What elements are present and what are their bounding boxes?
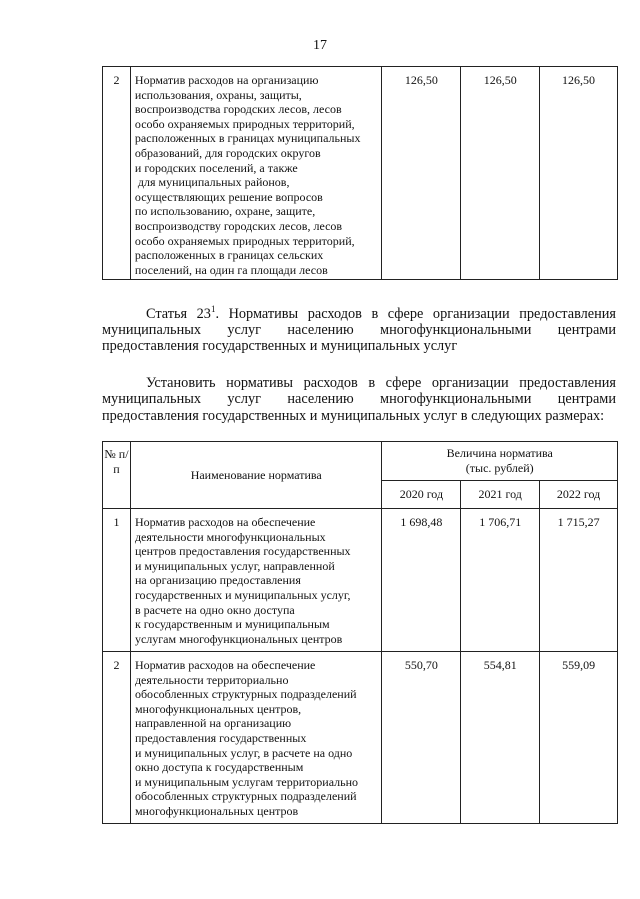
name-line: услугам многофункциональных центров (134, 631, 343, 646)
name-line: расположенных в границах муниципальных (134, 131, 361, 146)
name-line: деятельности территориально (134, 672, 289, 687)
norm-name (130, 67, 382, 280)
norm-name (130, 652, 382, 824)
name-line: воспроизводства городских лесов, лесов (134, 102, 342, 117)
table-row (103, 652, 618, 824)
value-2021: 554,81 (461, 652, 540, 824)
value-2022: 559,09 (540, 652, 618, 824)
header-year-2020: 2020 год (382, 481, 461, 509)
name-line: деятельности многофункциональных (134, 529, 326, 544)
header-number: № п/п (103, 442, 131, 509)
row-number: 2 (103, 652, 131, 824)
row-number: 1 (103, 509, 131, 652)
table-row (103, 67, 618, 280)
table-row (103, 509, 618, 652)
value-2020: 126,50 (382, 67, 461, 280)
name-line: Норматив расходов на обеспечение (134, 515, 316, 529)
name-line: предоставления государственных (134, 730, 307, 745)
name-line: использования, охраны, защиты, (134, 87, 302, 102)
name-line: направленной на организацию (134, 716, 292, 731)
name-line: и муниципальных услуг, направленной (134, 558, 335, 573)
name-line: обособленных структурных подразделений (134, 789, 357, 804)
name-line: и городских поселений, а также (134, 160, 298, 175)
article-prefix: Статья 23 (146, 305, 211, 322)
article-title: . Нормативы расходов в сфере организации предоставления муниципальных услуг населению многофункциональными центрами предоставления государственных и муниципальных услуг (102, 305, 617, 355)
row-number: 2 (103, 67, 131, 280)
name-line: государственных и муниципальных услуг, (134, 587, 351, 602)
name-line: Норматив расходов на обеспечение (134, 658, 316, 672)
value-2020: 1 698,48 (382, 509, 461, 652)
header-row (103, 442, 618, 481)
name-line: Норматив расходов на организацию (134, 73, 319, 87)
intro-text: Установить нормативы расходов в сфере организации предоставления муниципальных услуг населению многофункциональными центрами предоставления государственных и муниципальных услуг в следующих размерах: (102, 375, 616, 424)
name-line: для муниципальных районов, (137, 175, 290, 190)
norms-table (102, 441, 618, 824)
norms-table-continued (102, 66, 618, 280)
name-line: поселений, на один га площади лесов (134, 262, 328, 277)
header-year-2022: 2022 год (540, 481, 618, 509)
name-line: образований, для городских округов (134, 145, 321, 160)
header-name: Наименование норматива (130, 442, 382, 509)
name-line: осуществляющих решение вопросов (134, 189, 323, 204)
value-2022: 1 715,27 (540, 509, 618, 652)
intro-paragraph (102, 375, 616, 424)
name-line: в расчете на одно окно доступа (134, 602, 295, 617)
name-line: многофункциональных центров (134, 803, 299, 818)
header-year-2021: 2021 год (461, 481, 540, 509)
article-superscript: 1 (210, 304, 216, 314)
name-line: особо охраняемых природных территорий, (134, 116, 355, 131)
name-line: центров предоставления государственных (134, 544, 351, 559)
name-line: к государственным и муниципальным (134, 617, 330, 632)
article-heading (102, 301, 616, 355)
name-line: воспроизводству городских лесов, лесов (134, 218, 343, 233)
name-line: по использованию, охране, защите, (134, 204, 316, 219)
value-2021: 126,50 (461, 67, 540, 280)
name-line: многофункциональных центров, (134, 701, 302, 716)
name-line: на организацию предоставления (134, 573, 301, 588)
name-line: окно доступа к государственным (134, 760, 304, 775)
header-value-title: Величина норматива (446, 446, 553, 461)
page-number: 17 (313, 38, 327, 53)
name-line: расположенных в границах сельских (134, 248, 324, 263)
header-value (382, 442, 618, 481)
value-2020: 550,70 (382, 652, 461, 824)
name-line: обособленных структурных подразделений (134, 687, 357, 702)
name-line: и муниципальным услугам территориально (134, 774, 359, 789)
value-2021: 1 706,71 (461, 509, 540, 652)
name-line: особо охраняемых природных территорий, (134, 233, 355, 248)
name-line: и муниципальных услуг, в расчете на одно (134, 745, 353, 760)
norm-name (130, 509, 382, 652)
value-2022: 126,50 (540, 67, 618, 280)
header-value-unit: (тыс. рублей) (465, 461, 534, 475)
